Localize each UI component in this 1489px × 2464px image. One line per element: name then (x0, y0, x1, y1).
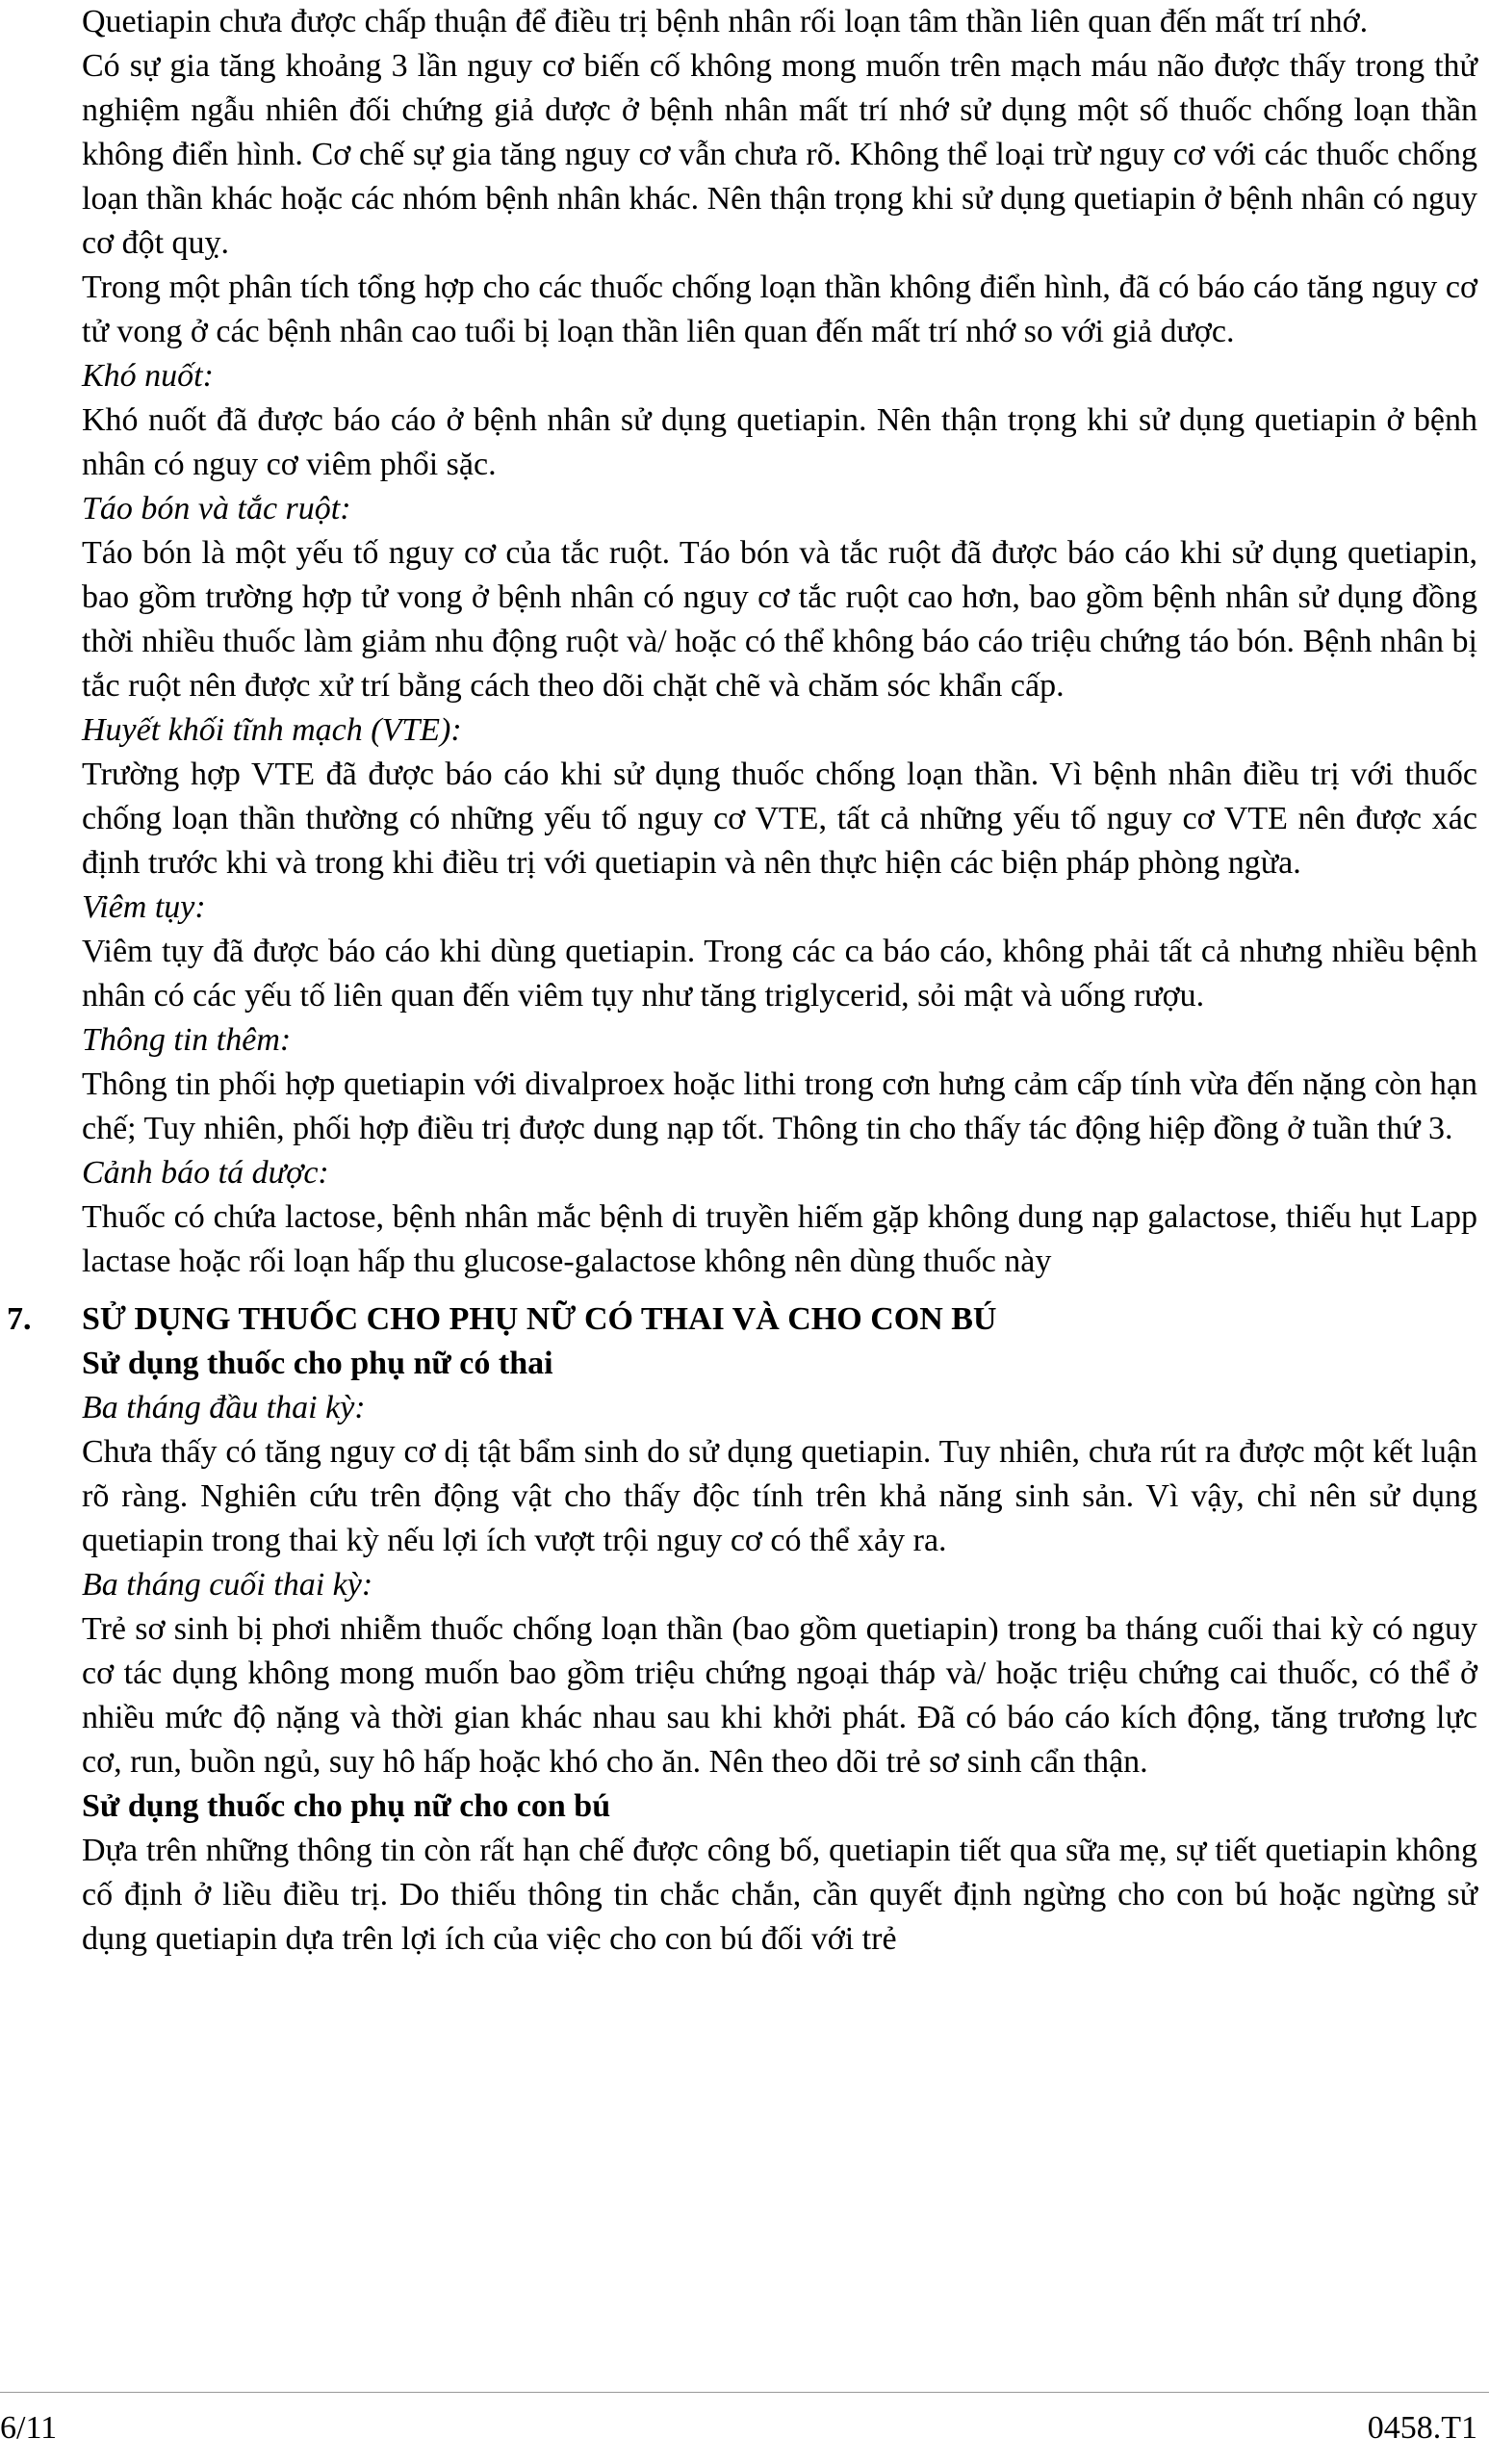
subheading: Ba tháng đầu thai kỳ: (82, 1390, 366, 1425)
paragraph: Táo bón là một yếu tố nguy cơ của tắc ruột. Táo bón và tắc ruột đã được báo cáo khi sử dụng quetiapin, bao gồm trường hợp tử vong ở bệnh nhân có nguy cơ tắc ruột cao hơn, bao gồm bệnh nhân sử dụng đồng thời nhiều thuốc làm giảm nhu động ruột và/ hoặc có thể không báo cáo triệu chứng táo bón. Bệnh nhân bị tắc ruột nên được xử trí bằng cách theo dõi chặt chẽ và chăm sóc khẩn cấp. (82, 535, 1477, 704)
paragraph: Trong một phân tích tổng hợp cho các thuốc chống loạn thần không điển hình, đã có báo cáo tăng nguy cơ tử vong ở các bệnh nhân cao tuổi bị loạn thần liên quan đến mất trí nhớ so với giả dược. (82, 270, 1477, 349)
paragraph: Quetiapin chưa được chấp thuận để điều trị bệnh nhân rối loạn tâm thần liên quan đến mất trí nhớ. (82, 4, 1369, 39)
section-heading (7, 1297, 1477, 1342)
paragraph: Chưa thấy có tăng nguy cơ dị tật bẩm sinh do sử dụng quetiapin. Tuy nhiên, chưa rút ra được một kết luận rõ ràng. Nghiên cứu trên động vật cho thấy độc tính trên khả năng sinh sản. Vì vậy, chỉ nên sử dụng quetiapin trong thai kỳ nếu lợi ích vượt trội nguy cơ có thể xảy ra. (82, 1434, 1477, 1558)
subheading: Táo bón và tắc ruột: (82, 491, 351, 526)
bold-heading: Sử dụng thuốc cho phụ nữ có thai (82, 1346, 553, 1381)
document-body (7, 0, 1477, 1962)
section-title: SỬ DỤNG THUỐC CHO PHỤ NỮ CÓ THAI VÀ CHO CON BÚ (82, 1301, 997, 1337)
paragraph: Khó nuốt đã được báo cáo ở bệnh nhân sử dụng quetiapin. Nên thận trọng khi sử dụng quetiapin ở bệnh nhân có nguy cơ viêm phổi sặc. (82, 402, 1477, 482)
paragraph: Trường hợp VTE đã được báo cáo khi sử dụng thuốc chống loạn thần. Vì bệnh nhân điều trị với thuốc chống loạn thần thường có những yếu tố nguy cơ VTE, tất cả những yếu tố nguy cơ VTE nên được xác định trước khi và trong khi điều trị với quetiapin và nên thực hiện các biện pháp phòng ngừa. (82, 757, 1477, 881)
paragraph: Thông tin phối hợp quetiapin với divalproex hoặc lithi trong cơn hưng cảm cấp tính vừa đến nặng còn hạn chế; Tuy nhiên, phối hợp điều trị được dung nạp tốt. Thông tin cho thấy tác động hiệp đồng ở tuần thứ 3. (82, 1066, 1477, 1146)
subheading: Cảnh báo tá dược: (82, 1155, 329, 1191)
section-7-content (82, 1342, 1477, 1962)
section-6-content (82, 0, 1477, 1284)
paragraph: Viêm tụy đã được báo cáo khi dùng quetiapin. Trong các ca báo cáo, không phải tất cả nhưng nhiều bệnh nhân có các yếu tố liên quan đến viêm tụy như tăng triglycerid, sỏi mật và uống rượu. (82, 934, 1477, 1014)
paragraph: Có sự gia tăng khoảng 3 lần nguy cơ biến cố không mong muốn trên mạch máu não được thấy trong thử nghiệm ngẫu nhiên đối chứng giả dược ở bệnh nhân mất trí nhớ sử dụng một số thuốc chống loạn thần không điển hình. Cơ chế sự gia tăng nguy cơ vẫn chưa rõ. Không thể loại trừ nguy cơ với các thuốc chống loạn thần khác hoặc các nhóm bệnh nhân khác. Nên thận trọng khi sử dụng quetiapin ở bệnh nhân có nguy cơ đột quỵ. (82, 48, 1477, 261)
bold-heading: Sử dụng thuốc cho phụ nữ cho con bú (82, 1788, 611, 1824)
paragraph: Dựa trên những thông tin còn rất hạn chế được công bố, quetiapin tiết qua sữa mẹ, sự tiết quetiapin không cố định ở liều điều trị. Do thiếu thông tin chắc chắn, cần quyết định ngừng cho con bú hoặc ngừng sử dụng quetiapin dựa trên lợi ích của việc cho con bú đối với trẻ (82, 1833, 1477, 1957)
subheading: Viêm tụy: (82, 889, 206, 925)
page-number: 6/11 (0, 2410, 58, 2446)
document-code: 0458.T1 (1367, 2410, 1477, 2446)
paragraph: Thuốc có chứa lactose, bệnh nhân mắc bệnh di truyền hiếm gặp không dung nạp galactose, thiếu hụt Lapp lactase hoặc rối loạn hấp thu glucose-galactose không nên dùng thuốc này (82, 1199, 1477, 1279)
section-number: 7. (7, 1301, 32, 1337)
subheading: Ba tháng cuối thai kỳ: (82, 1567, 373, 1603)
subheading: Thông tin thêm: (82, 1022, 292, 1058)
paragraph: Trẻ sơ sinh bị phơi nhiễm thuốc chống loạn thần (bao gồm quetiapin) trong ba tháng cuối thai kỳ có nguy cơ tác dụng không mong muốn bao gồm triệu chứng ngoại tháp và/ hoặc triệu chứng cai thuốc, có thể ở nhiều mức độ nặng và thời gian khác nhau sau khi khởi phát. Đã có báo cáo kích động, tăng trương lực cơ, run, buồn ngủ, suy hô hấp hoặc khó cho ăn. Nên theo dõi trẻ sơ sinh cẩn thận. (82, 1611, 1477, 1780)
subheading: Khó nuốt: (82, 358, 214, 394)
footer-divider (0, 2392, 1489, 2393)
subheading: Huyết khối tĩnh mạch (VTE): (82, 712, 462, 748)
